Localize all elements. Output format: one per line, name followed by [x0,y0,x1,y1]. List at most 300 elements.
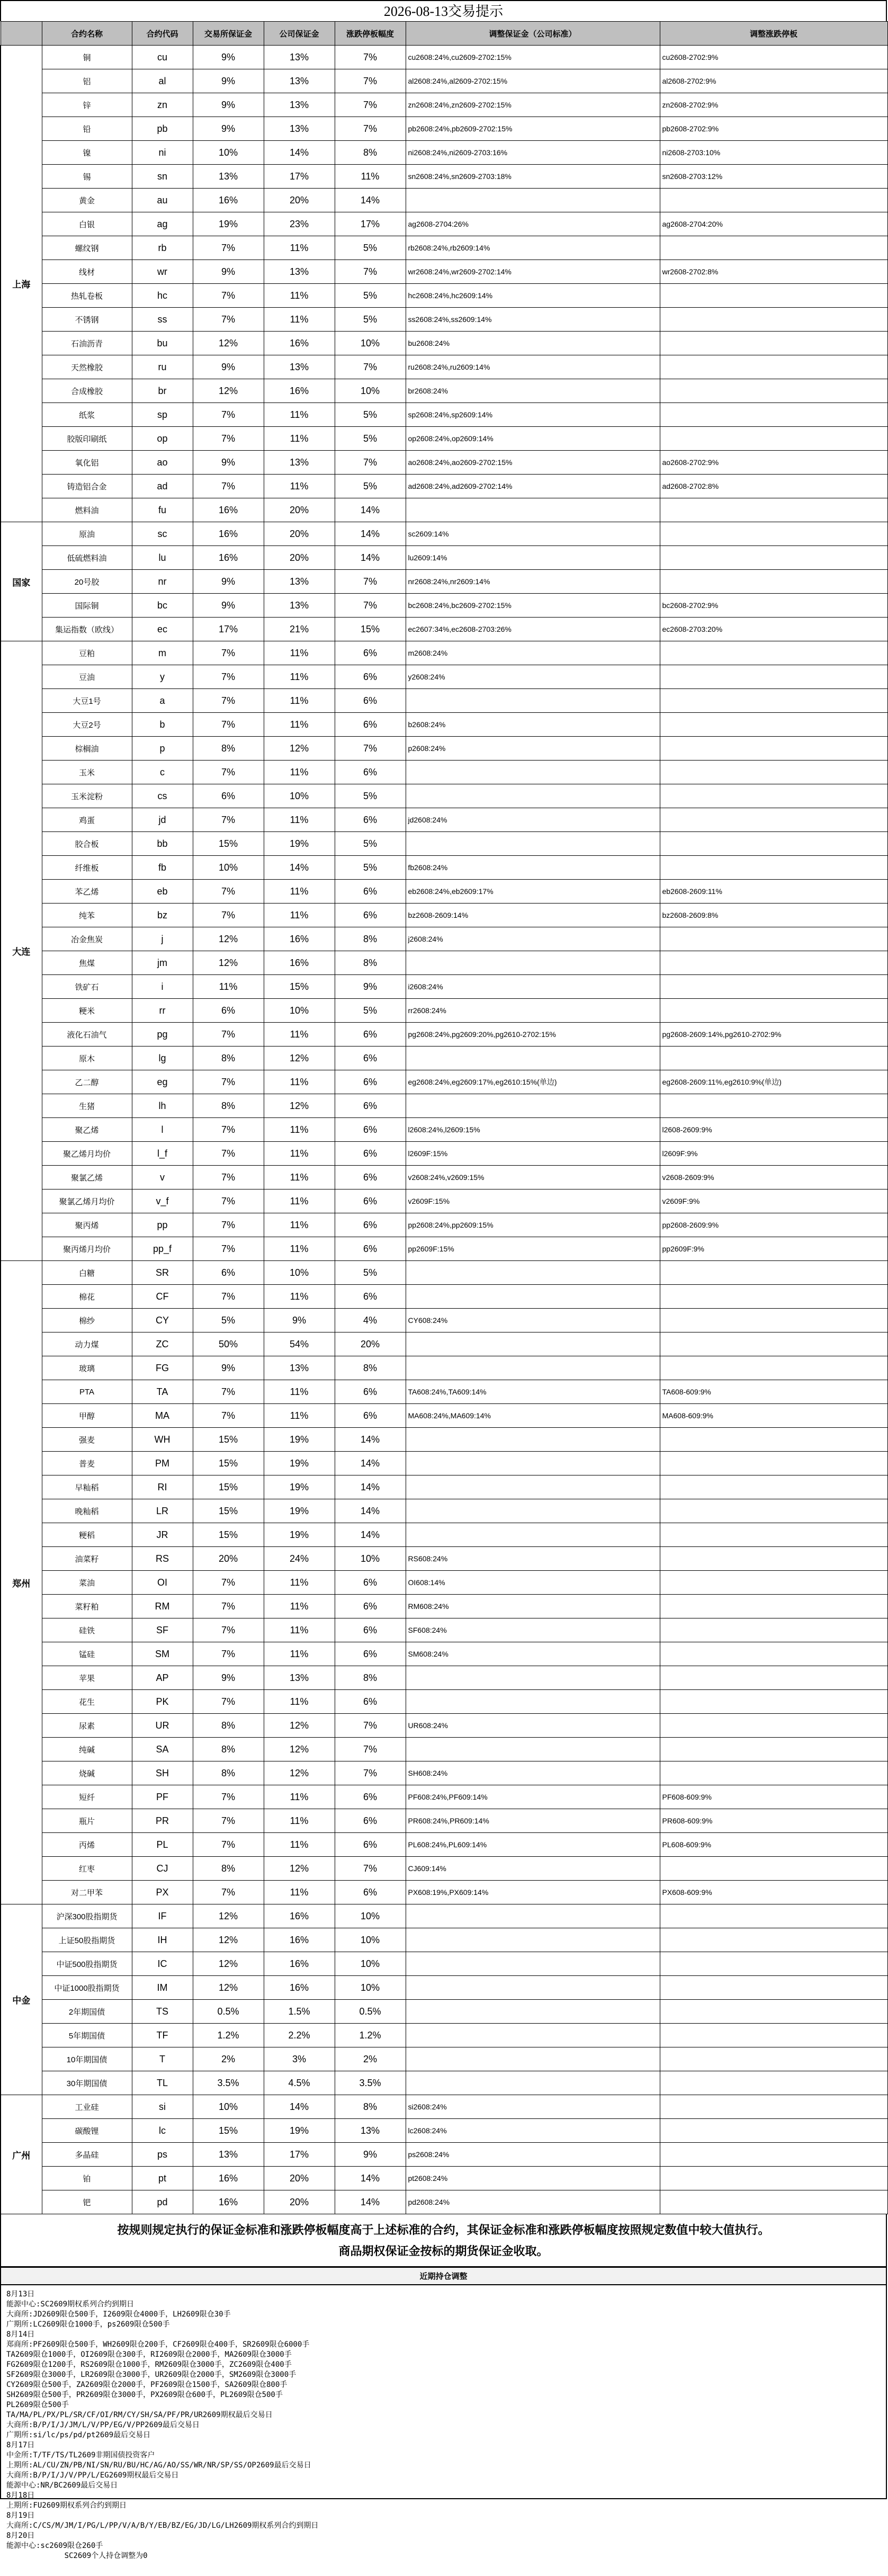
exchange-margin-cell: 16% [193,522,264,546]
adjusted-limit-cell [660,665,887,689]
contract-name-cell: 铝 [42,69,132,93]
contract-code-cell: jd [132,808,193,832]
price-limit-cell: 4% [335,1309,406,1332]
exchange-margin-cell: 7% [193,1881,264,1904]
company-margin-cell: 23% [264,212,335,236]
adjusted-margin-cell: b2608:24% [406,713,660,737]
price-limit-cell: 6% [335,1380,406,1404]
adjusted-margin-cell: PF608:24%,PF609:14% [406,1785,660,1809]
adjusted-limit-cell [660,1642,887,1666]
adjusted-margin-cell [406,761,660,784]
price-limit-cell: 14% [335,546,406,570]
adjusted-limit-cell [660,1595,887,1618]
price-limit-cell: 6% [335,1094,406,1118]
contract-code-cell: pg [132,1023,193,1046]
recent-line: 能源中心:sc2609限仓260手 [6,2542,103,2550]
company-margin-cell: 11% [264,1070,335,1094]
recent-line: 8月18日 [6,2491,35,2500]
adjusted-margin-cell: bc2608:24%,bc2609-2702:15% [406,594,660,618]
company-margin-cell: 21% [264,618,335,641]
company-margin-cell: 14% [264,141,335,165]
adjusted-limit-cell [660,1738,887,1761]
contract-name-cell: 冶金焦炭 [42,927,132,951]
exchange-margin-cell: 7% [193,1237,264,1261]
contract-code-cell: bz [132,904,193,927]
table-row [1,1452,887,1475]
price-limit-cell: 8% [335,141,406,165]
exchange-margin-cell: 7% [193,1285,264,1309]
exchange-margin-cell: 8% [193,1714,264,1738]
adjusted-margin-cell [406,2071,660,2095]
table-row [1,1189,887,1213]
adjusted-margin-cell [406,1976,660,2000]
contract-name-cell: 聚乙烯月均价 [42,1142,132,1166]
company-margin-cell: 13% [264,46,335,69]
company-margin-cell: 14% [264,856,335,880]
adjusted-margin-cell [406,2047,660,2071]
price-limit-cell: 6% [335,808,406,832]
price-limit-cell: 5% [335,236,406,260]
adjusted-limit-cell [660,498,887,522]
contract-code-cell: p [132,737,193,761]
company-margin-cell: 11% [264,1642,335,1666]
adjusted-margin-cell [406,1332,660,1356]
table-row [1,93,887,117]
recent-line: 能源中心:SC2609期权系列合约到期日 [6,2300,134,2309]
table-row [1,1166,887,1189]
contract-code-cell: lg [132,1046,193,1070]
price-limit-cell: 10% [335,1952,406,1976]
recent-adjustments-title: 近期持仓调整 [0,2267,887,2285]
adjusted-limit-cell [660,403,887,427]
table-row [1,1714,887,1738]
adjusted-margin-cell: hc2608:24%,hc2609:14% [406,284,660,308]
exchange-margin-cell: 15% [193,2119,264,2143]
exchange-margin-cell: 13% [193,2143,264,2167]
adjusted-margin-cell: pp2608:24%,pp2609:15% [406,1213,660,1237]
contract-name-cell: 尿素 [42,1714,132,1738]
adjusted-margin-cell: p2608:24% [406,737,660,761]
contract-code-cell: pp [132,1213,193,1237]
contract-code-cell: pb [132,117,193,141]
table-row [1,236,887,260]
adjusted-limit-cell: ec2608-2703:20% [660,618,887,641]
contract-name-cell: 氧化铝 [42,451,132,475]
contract-code-cell: si [132,2095,193,2119]
contract-code-cell: rr [132,999,193,1023]
adjusted-margin-cell: UR608:24% [406,1714,660,1738]
exchange-margin-cell: 7% [193,713,264,737]
recent-line: 8月14日 [6,2330,35,2339]
exchange-margin-cell: 7% [193,1809,264,1833]
company-margin-cell: 11% [264,1404,335,1428]
price-limit-cell: 14% [335,1475,406,1499]
adjusted-margin-cell: m2608:24% [406,641,660,665]
adjusted-margin-cell [406,1356,660,1380]
adjusted-margin-cell: SM608:24% [406,1642,660,1666]
exchange-margin-cell: 20% [193,1547,264,1571]
table-row [1,1213,887,1237]
adjusted-limit-cell: sn2608-2703:12% [660,165,887,189]
exchange-margin-cell: 16% [193,2190,264,2214]
contract-code-cell: m [132,641,193,665]
company-margin-cell: 13% [264,355,335,379]
table-row [1,1642,887,1666]
exchange-margin-cell: 2% [193,2047,264,2071]
contract-name-cell: 棕榈油 [42,737,132,761]
adjusted-margin-cell: eg2608:24%,eg2609:17%,eg2610:15%(单边) [406,1070,660,1094]
contract-name-cell: 早籼稻 [42,1475,132,1499]
company-margin-cell: 11% [264,1213,335,1237]
adjusted-limit-cell [660,1690,887,1714]
table-row [1,1595,887,1618]
price-limit-cell: 6% [335,1809,406,1833]
table-row [1,403,887,427]
company-margin-cell: 11% [264,641,335,665]
adjusted-limit-cell [660,737,887,761]
price-limit-cell: 14% [335,522,406,546]
table-row [1,1881,887,1904]
adjusted-limit-cell [660,2167,887,2190]
contract-code-cell: lu [132,546,193,570]
adjusted-limit-cell [660,2047,887,2071]
price-limit-cell: 6% [335,1690,406,1714]
table-row [1,2071,887,2095]
adjusted-margin-cell: pg2608:24%,pg2609:20%,pg2610-2702:15% [406,1023,660,1046]
table-row [1,1404,887,1428]
contract-name-cell: 大豆2号 [42,713,132,737]
contract-name-cell: 玉米淀粉 [42,784,132,808]
contract-name-cell: 纯碱 [42,1738,132,1761]
contract-name-cell: 瓶片 [42,1809,132,1833]
price-limit-cell: 6% [335,641,406,665]
exchange-margin-cell: 7% [193,1189,264,1213]
contract-name-cell: 聚丙烯 [42,1213,132,1237]
table-row [1,546,887,570]
adjusted-limit-cell [660,236,887,260]
adjusted-limit-cell [660,832,887,856]
adjusted-margin-cell: bu2608:24% [406,332,660,355]
price-limit-cell: 5% [335,1261,406,1285]
contract-name-cell: 5年期国债 [42,2024,132,2047]
company-margin-cell: 11% [264,904,335,927]
contract-code-cell: zn [132,93,193,117]
recent-line: 郑商所:PF2609限仓500手，WH2609限仓200手，CF2609限仓400手，SR2609限仓6000手 [6,2340,310,2349]
adjusted-margin-cell: v2608:24%,v2609:15% [406,1166,660,1189]
adjusted-margin-cell: pb2608:24%,pb2609-2702:15% [406,117,660,141]
table-row [1,2167,887,2190]
adjusted-limit-cell [660,1904,887,1928]
table-row [1,308,887,332]
contract-code-cell: ru [132,355,193,379]
exchange-margin-cell: 7% [193,1166,264,1189]
company-margin-cell: 12% [264,1046,335,1070]
header-exchange [1,22,42,46]
contract-name-cell: 集运指数（欧线） [42,618,132,641]
price-limit-cell: 14% [335,189,406,212]
contract-code-cell: RI [132,1475,193,1499]
price-limit-cell: 3.5% [335,2071,406,2095]
table-row [1,1309,887,1332]
adjusted-limit-cell: l2609F:9% [660,1142,887,1166]
exchange-margin-cell: 16% [193,498,264,522]
contract-code-cell: OI [132,1571,193,1595]
adjusted-limit-cell [660,546,887,570]
company-margin-cell: 11% [264,1189,335,1213]
contract-code-cell: ps [132,2143,193,2167]
price-limit-cell: 7% [335,570,406,594]
exchange-margin-cell: 12% [193,927,264,951]
contract-name-cell: 黄金 [42,189,132,212]
adjusted-margin-cell: lu2609:14% [406,546,660,570]
exchange-margin-cell: 7% [193,1618,264,1642]
contract-code-cell: PM [132,1452,193,1475]
adjusted-margin-cell: ad2608:24%,ad2609-2702:14% [406,475,660,498]
table-row [1,880,887,904]
adjusted-limit-cell: ni2608-2703:10% [660,141,887,165]
adjusted-margin-cell: l2609F:15% [406,1142,660,1166]
table-row [1,761,887,784]
table-row [1,212,887,236]
exchange-margin-cell: 5% [193,1309,264,1332]
exchange-margin-cell: 8% [193,1094,264,1118]
table-row [1,1785,887,1809]
contract-name-cell: 大豆1号 [42,689,132,713]
exchange-margin-cell: 15% [193,1428,264,1452]
contract-code-cell: ZC [132,1332,193,1356]
price-limit-cell: 2% [335,2047,406,2071]
exchange-margin-cell: 7% [193,475,264,498]
contract-code-cell: y [132,665,193,689]
table-row [1,1285,887,1309]
adjusted-limit-cell [660,379,887,403]
adjusted-limit-cell [660,1309,887,1332]
table-row [1,46,887,69]
adjusted-limit-cell [660,355,887,379]
contract-code-cell: TA [132,1380,193,1404]
company-margin-cell: 12% [264,737,335,761]
adjusted-margin-cell [406,1666,660,1690]
exchange-margin-cell: 17% [193,618,264,641]
price-limit-cell: 8% [335,2095,406,2119]
contract-name-cell: 原木 [42,1046,132,1070]
table-row [1,1428,887,1452]
company-margin-cell: 19% [264,1499,335,1523]
page-title: 2026-08-13交易提示 [0,0,887,21]
exchange-name: 大连 [1,641,42,1261]
price-limit-cell: 7% [335,93,406,117]
rules-note [0,2214,887,2267]
table-row [1,1046,887,1070]
price-limit-cell: 6% [335,1189,406,1213]
adjusted-margin-cell: l2608:24%,l2609:15% [406,1118,660,1142]
contract-name-cell: 螺纹钢 [42,236,132,260]
adjusted-margin-cell: j2608:24% [406,927,660,951]
exchange-margin-cell: 7% [193,1833,264,1857]
contract-code-cell: hc [132,284,193,308]
adjusted-limit-cell [660,2071,887,2095]
adjusted-limit-cell: zn2608-2702:9% [660,93,887,117]
table-row [1,618,887,641]
price-limit-cell: 6% [335,1023,406,1046]
adjusted-limit-cell [660,189,887,212]
adjusted-margin-cell [406,189,660,212]
table-row [1,2095,887,2119]
contract-name-cell: 20号胶 [42,570,132,594]
table-row [1,1690,887,1714]
adjusted-limit-cell [660,1523,887,1547]
contract-code-cell: eg [132,1070,193,1094]
contract-code-cell: rb [132,236,193,260]
adjusted-limit-cell [660,784,887,808]
price-limit-cell: 7% [335,737,406,761]
adjusted-limit-cell [660,1261,887,1285]
recent-line: SF2609限仓3000手，LR2609限仓3000手，UR2609限仓2000手，SM2609限仓3000手 [6,2371,297,2379]
recent-line: TA/MA/PL/PX/PL/SR/CF/OI/RM/CY/SH/SA/PF/PR/UR2609期权最后交易日 [6,2411,273,2419]
exchange-margin-cell: 1.2% [193,2024,264,2047]
contract-name-cell: 胶版印刷纸 [42,427,132,451]
table-row [1,999,887,1023]
exchange-margin-cell: 9% [193,1356,264,1380]
exchange-margin-cell: 7% [193,1380,264,1404]
adjusted-margin-cell: ni2608:24%,ni2609-2703:16% [406,141,660,165]
adjusted-limit-cell: v2608-2609:9% [660,1166,887,1189]
contract-code-cell: SR [132,1261,193,1285]
adjusted-limit-cell: eg2608-2609:11%,eg2610:9%(单边) [660,1070,887,1094]
contract-name-cell: 纤维板 [42,856,132,880]
table-row [1,2000,887,2024]
table-row [1,1666,887,1690]
table-row [1,165,887,189]
contract-name-cell: 菜油 [42,1571,132,1595]
adjusted-margin-cell: eb2608:24%,eb2609:17% [406,880,660,904]
adjusted-margin-cell: i2608:24% [406,975,660,999]
price-limit-cell: 7% [335,355,406,379]
adjusted-limit-cell: v2609F:9% [660,1189,887,1213]
contract-code-cell: PK [132,1690,193,1714]
company-margin-cell: 13% [264,69,335,93]
price-limit-cell: 7% [335,69,406,93]
price-limit-cell: 6% [335,665,406,689]
exchange-margin-cell: 7% [193,236,264,260]
contract-code-cell: sc [132,522,193,546]
table-row [1,379,887,403]
table-row [1,260,887,284]
price-limit-cell: 7% [335,1714,406,1738]
adjusted-margin-cell: rr2608:24% [406,999,660,1023]
table-row [1,1928,887,1952]
adjusted-margin-cell: nr2608:24%,nr2609:14% [406,570,660,594]
adjusted-margin-cell [406,1046,660,1070]
exchange-margin-cell: 7% [193,1213,264,1237]
contract-code-cell: PX [132,1881,193,1904]
price-limit-cell: 6% [335,1237,406,1261]
company-margin-cell: 11% [264,665,335,689]
exchange-margin-cell: 3.5% [193,2071,264,2095]
table-row [1,665,887,689]
recent-line: 8月20日 [6,2532,35,2540]
company-margin-cell: 9% [264,1309,335,1332]
contract-name-cell: 不锈钢 [42,308,132,332]
contract-name-cell: 油菜籽 [42,1547,132,1571]
company-margin-cell: 13% [264,594,335,618]
company-margin-cell: 11% [264,403,335,427]
recent-line: 大商所:B/P/I/J/V/PP/L/EG2609期权最后交易日 [6,2471,179,2480]
company-margin-cell: 11% [264,1166,335,1189]
table-row [1,1237,887,1261]
contract-name-cell: 乙二醇 [42,1070,132,1094]
contract-name-cell: 纯苯 [42,904,132,927]
table-row [1,1070,887,1094]
company-margin-cell: 20% [264,498,335,522]
company-margin-cell: 20% [264,2167,335,2190]
price-limit-cell: 14% [335,1523,406,1547]
price-limit-cell: 1.2% [335,2024,406,2047]
exchange-margin-cell: 12% [193,332,264,355]
contract-name-cell: 棉花 [42,1285,132,1309]
contract-name-cell: 玉米 [42,761,132,784]
company-margin-cell: 11% [264,1833,335,1857]
contract-code-cell: JR [132,1523,193,1547]
price-limit-cell: 7% [335,260,406,284]
recent-line: 8月19日 [6,2511,35,2520]
table-header [1,22,887,46]
price-limit-cell: 6% [335,713,406,737]
table-row [1,1809,887,1833]
recent-line: 上期所:FU2609期权系列合约到期日 [6,2501,127,2510]
adjusted-limit-cell [660,1618,887,1642]
contract-code-cell: FG [132,1356,193,1380]
exchange-margin-cell: 7% [193,1690,264,1714]
header-contract-name: 合约名称 [42,22,132,46]
recent-line: 大商所:C/CS/M/JM/I/PG/L/PP/V/A/B/Y/EB/BZ/EG/JD/LG/LH2609期权系列合约到期日 [6,2521,319,2530]
exchange-margin-cell: 7% [193,308,264,332]
table-row [1,1523,887,1547]
adjusted-limit-cell [660,689,887,713]
contract-code-cell: PR [132,1809,193,1833]
price-limit-cell: 6% [335,1046,406,1070]
adjusted-margin-cell [406,1499,660,1523]
price-limit-cell: 6% [335,1595,406,1618]
contract-code-cell: AP [132,1666,193,1690]
contract-code-cell: au [132,189,193,212]
company-margin-cell: 13% [264,1666,335,1690]
contract-name-cell: 苹果 [42,1666,132,1690]
exchange-margin-cell: 9% [193,117,264,141]
adjusted-limit-cell: l2608-2609:9% [660,1118,887,1142]
contract-code-cell: b [132,713,193,737]
contract-code-cell: PF [132,1785,193,1809]
company-margin-cell: 12% [264,1738,335,1761]
adjusted-margin-cell: sp2608:24%,sp2609:14% [406,403,660,427]
contract-name-cell: 热轧卷板 [42,284,132,308]
exchange-margin-cell: 12% [193,951,264,975]
contract-code-cell: eb [132,880,193,904]
company-margin-cell: 11% [264,1618,335,1642]
table-row [1,2190,887,2214]
contract-code-cell: WH [132,1428,193,1452]
adjusted-margin-cell [406,784,660,808]
adjusted-margin-cell: PX608:19%,PX609:14% [406,1881,660,1904]
exchange-margin-cell: 15% [193,832,264,856]
contract-name-cell: 粳米 [42,999,132,1023]
adjusted-margin-cell: bz2608-2609:14% [406,904,660,927]
price-limit-cell: 6% [335,1118,406,1142]
company-margin-cell: 20% [264,2190,335,2214]
exchange-margin-cell: 11% [193,975,264,999]
header-price-limit: 涨跌停板幅度 [335,22,406,46]
adjusted-limit-cell [660,1046,887,1070]
